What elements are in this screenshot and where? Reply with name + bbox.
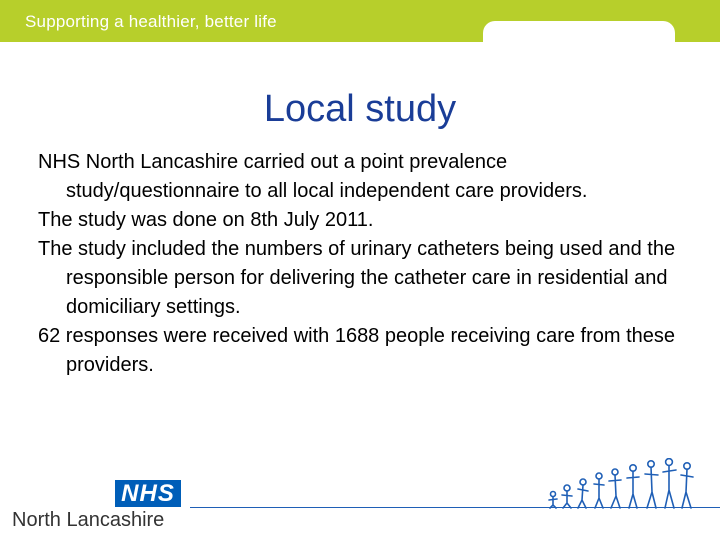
people-figures-graphic	[545, 458, 695, 510]
paragraph-1: NHS North Lancashire carried out a point prevalence study/questionnaire to all local independent care providers.	[38, 151, 588, 202]
paragraph-4: 62 responses were received with 1688 people receiving care from these providers.	[38, 325, 676, 376]
nhs-logo: NHS	[115, 480, 181, 507]
paragraph-2: The study was done on 8th July 2011.	[38, 209, 374, 231]
organisation-name: North Lancashire	[12, 509, 165, 531]
header-tab-shape	[483, 21, 675, 45]
slide-body	[38, 148, 678, 380]
paragraph-3: The study included the numbers of urinary catheters being used and the responsible person for delivering the catheter care in residential and domiciliary settings.	[38, 238, 676, 318]
slide-title: Local study	[263, 88, 457, 130]
tagline: Supporting a healthier, better life	[25, 12, 277, 31]
